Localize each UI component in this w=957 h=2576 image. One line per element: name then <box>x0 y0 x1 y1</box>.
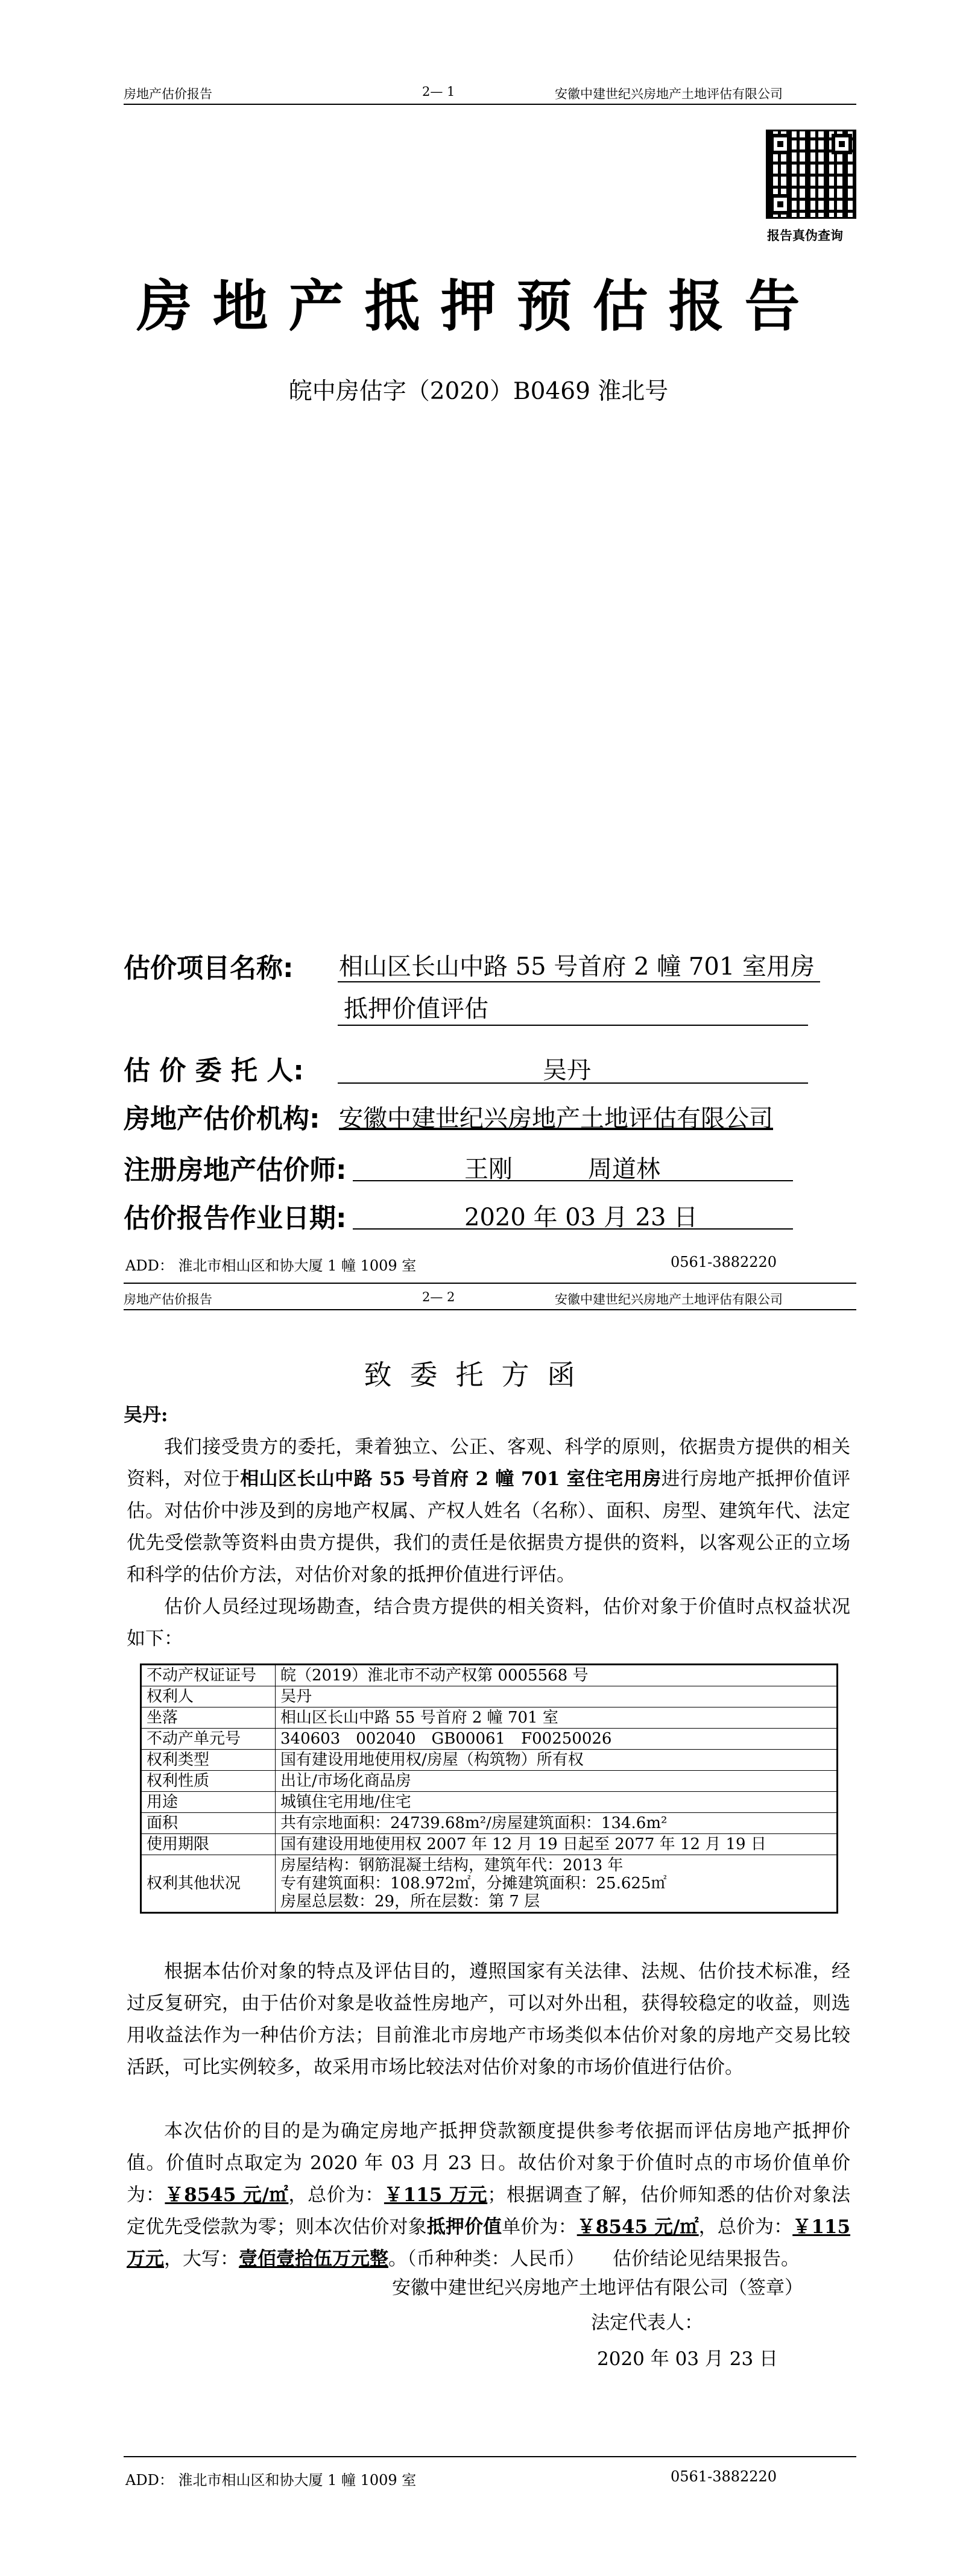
project-label: 估价项目名称: <box>124 953 294 984</box>
header-page-number: 2— 1 <box>422 84 455 99</box>
paragraph-4: 本次估价的目的是为确定房地产抵押贷款额度提供参考依据而评估房地产抵押价值。价值时点取定为 2020 年 03 月 23 日。故估价对象于价值时点的市场价值单价为：￥8545 元/㎡，总价为：￥115 万元；根据调查了解，估价师知悉的估价对象法定优先受偿款为零；则本次估价对象抵押价值单价为：￥8545 元/㎡，总价为：￥115 万元，大写：壹佰壹拾伍万元整。（币种种类：人民币） 估价结论见结果报告。 <box>127 2120 851 2270</box>
table-row <box>141 1665 838 1686</box>
table-key: 不动产权证证号 <box>141 1665 276 1686</box>
footer-address: ADD： 淮北市相山区和协大厦 1 幢 1009 室 <box>125 2472 417 2489</box>
table-row <box>141 1855 838 1913</box>
table-key: 用途 <box>141 1792 276 1813</box>
table-key: 不动产单元号 <box>141 1729 276 1750</box>
table-row <box>141 1750 838 1771</box>
header-rule <box>124 104 856 105</box>
header-left: 房地产估价报告 <box>124 87 212 101</box>
date-label: 估价报告作业日期: <box>124 1203 347 1234</box>
table-row <box>141 1729 838 1750</box>
appraiser-underline <box>353 1180 793 1181</box>
table-value: 城镇住宅用地/住宅 <box>276 1792 838 1813</box>
table-key: 权利类型 <box>141 1750 276 1771</box>
table-value-line: 专有建筑面积：108.972㎡，分摊建筑面积：25.625㎡ <box>280 1874 667 1893</box>
project-underline-1 <box>338 981 820 982</box>
table-row <box>141 1771 838 1792</box>
header-right: 安徽中建世纪兴房地产土地评估有限公司 <box>555 87 783 101</box>
table-key: 坐落 <box>141 1707 276 1729</box>
footer-address: ADD： 淮北市相山区和协大厦 1 幢 1009 室 <box>125 1257 417 1274</box>
header-page-number: 2— 2 <box>422 1290 455 1304</box>
appraiser-2: 周道林 <box>588 1155 660 1183</box>
report-title: 房地产抵押预估报告 <box>136 274 821 339</box>
project-underline-2 <box>338 1025 808 1026</box>
client-label: 估 价 委 托 人: <box>124 1055 304 1086</box>
table-value-line: 房屋总层数：29，所在层数：第 7 层 <box>280 1893 540 1911</box>
table-key: 权利性质 <box>141 1771 276 1792</box>
org-label: 房地产估价机构: <box>124 1104 320 1134</box>
org-value: 安徽中建世纪兴房地产土地评估有限公司 <box>339 1105 773 1132</box>
table-value: 出让/市场化商品房 <box>276 1771 838 1792</box>
project-value-line1: 相山区长山中路 55 号首府 2 幢 701 室用房 <box>339 953 815 981</box>
unit-price: ￥8545 元/㎡ <box>165 2184 289 2206</box>
paragraph-1: 我们接受贵方的委托，秉着独立、公正、客观、科学的原则，依据贵方提供的相关资料，对位于相山区长山中路 55 号首府 2 幢 701 室住宅用房进行房地产抵押价值评估。对估价中涉及到的房地产权属、产权人姓名（名称）、面积、房型、建筑年代、法定优先受偿款等资料由贵方提供，我们的责任是依据贵方提供的资料，以客观公正的立场和科学的估价方法，对估价对象的抵押价值进行评估。 <box>127 1436 850 1586</box>
table-value <box>276 1855 838 1913</box>
total-in-words: 壹佰壹拾伍万元整 <box>239 2248 388 2270</box>
header-left: 房地产估价报告 <box>124 1292 212 1307</box>
paragraph-2: 估价人员经过现场勘查，结合贵方提供的相关资料，估价对象于价值时点权益状况如下： <box>127 1596 850 1650</box>
table-value: 共有宗地面积：24739.68m²/房屋建筑面积：134.6m² <box>276 1813 838 1834</box>
table-key: 权利人 <box>141 1686 276 1707</box>
total-price: ￥115 万元 <box>384 2184 488 2206</box>
footer-phone: 0561-3882220 <box>671 2468 777 2485</box>
letter-title: 致委托方函 <box>364 1359 593 1391</box>
table-value: 国有建设用地使用权 2007 年 12 月 19 日起至 2077 年 12 月 19 日 <box>276 1834 838 1855</box>
rights-table <box>140 1663 838 1914</box>
header-rule <box>124 1309 856 1310</box>
appraiser-label: 注册房地产估价师: <box>124 1155 347 1186</box>
table-value: 相山区长山中路 55 号首府 2 幢 701 室 <box>276 1707 838 1729</box>
table-value: 吴丹 <box>276 1686 838 1707</box>
date-value: 2020 年 03 月 23 日 <box>464 1204 698 1231</box>
appraiser-1: 王刚 <box>464 1155 513 1183</box>
table-row <box>141 1792 838 1813</box>
unit-price-2: ￥8545 元/㎡ <box>576 2216 699 2238</box>
table-row <box>141 1834 838 1855</box>
sign-company: 安徽中建世纪兴房地产土地评估有限公司（签章） <box>392 2277 803 2299</box>
project-value-line2: 抵押价值评估 <box>344 995 488 1023</box>
client-value: 吴丹 <box>543 1057 591 1084</box>
salutation: 吴丹: <box>124 1404 168 1426</box>
footer-rule <box>124 2456 856 2457</box>
table-row <box>141 1813 838 1834</box>
table-row <box>141 1707 838 1729</box>
header-right: 安徽中建世纪兴房地产土地评估有限公司 <box>555 1292 783 1307</box>
qr-code-icon[interactable] <box>766 130 856 219</box>
table-value: 皖（2019）淮北市不动产权第 0005568 号 <box>276 1665 838 1686</box>
footer-rule <box>124 1283 856 1284</box>
table-key: 使用期限 <box>141 1834 276 1855</box>
table-key: 面积 <box>141 1813 276 1834</box>
table-value-line: 房屋结构：钢筋混凝土结构，建筑年代：2013 年 <box>280 1856 624 1874</box>
table-key: 权利其他状况 <box>141 1855 276 1913</box>
total-price-2: ￥115 万元 <box>127 2216 851 2270</box>
qr-caption: 报告真伪查询 <box>767 228 843 243</box>
table-value: 340603 002040 GB00061 F00250026 <box>276 1729 838 1750</box>
paragraph-3: 根据本估价对象的特点及评估目的，遵照国家有关法律、法规、估价技术标准，经过反复研究，由于估价对象是收益性房地产，可以对外出租，获得较稳定的收益，则选用收益法作为一种估价方法；目前淮北市房地产市场类似本估价对象的房地产交易比较活跃，可比实例较多，故采用市场比较法对估价对象的市场价值进行估价。 <box>127 1961 850 2078</box>
footer-phone: 0561-3882220 <box>671 1254 777 1271</box>
sign-representative: 法定代表人： <box>591 2312 703 2334</box>
table-value: 国有建设用地使用权/房屋（构筑物）所有权 <box>276 1750 838 1771</box>
date-underline <box>353 1228 793 1230</box>
mortgage-value-label: 抵押价值 <box>426 2216 502 2238</box>
sign-date: 2020 年 03 月 23 日 <box>597 2348 779 2370</box>
client-underline <box>338 1082 808 1084</box>
table-row <box>141 1686 838 1707</box>
document-number: 皖中房估字（2020）B0469 淮北号 <box>288 378 669 405</box>
